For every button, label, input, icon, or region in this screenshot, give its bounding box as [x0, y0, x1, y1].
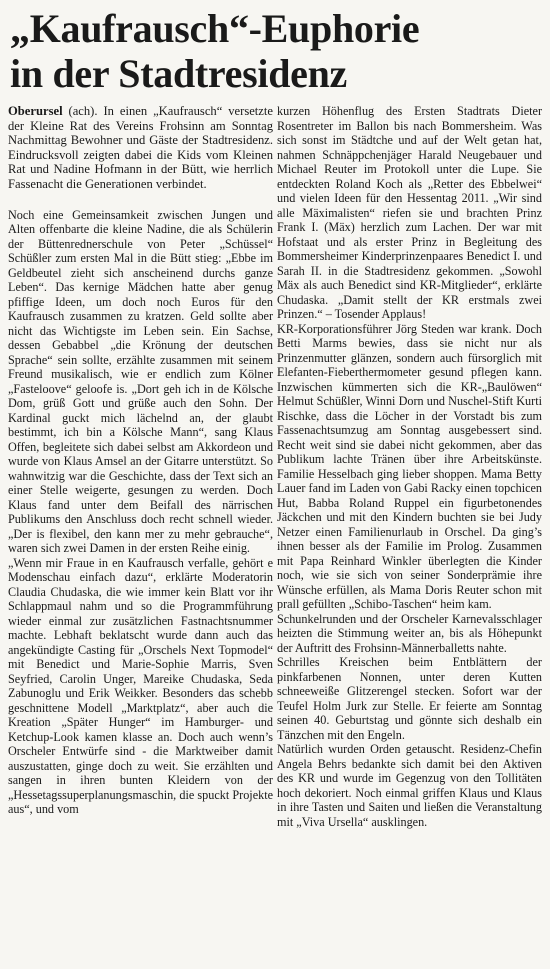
paragraph: Natürlich wurden Orden getauscht. Residenz-Chefin Angela Behrs bedankte sich damit bei den Aktiven des KR und wurde im Gegenzug von den Tollitäten hoch dekoriert. Noch einmal griffen Klaus und Klaus in ihre Tasten und Saiten und ließen die Veranstaltung mit „Viva Ursella“ ausklingen. [277, 742, 542, 829]
paragraph: „Wenn mir Fraue in en Kaufrausch verfalle, gehört e Modenschau einfach dazu“, erklärte Moderatorin Claudia Chudaska, die wie immer kein Blatt vor ihr Schlappmaul nahm und so die Programmführung wieder einmal zur zusätzlichen Fastnachtsnummer machte. Lebhaft beklatscht wurde dann auch das angekündigte Casting für „Orschels Next Topmodel“ mit Benedict und Marie-Sophie Marris, Sven Seyfried, Carolin Unger, Mareike Chudaska, Seda Zabunoglu und Erik Weikker. Besonders das schebb geschnittene Modell „Marktplatz“, aber auch die Kreation „Später Hunger“ im Hamburger- und Ketchup-Look kamen klasse an. Doch auch wenn’s Orscheler Entwürfe sind - die Marktweiber damit auszustatten, ginge doch zu weit. Sie erzählten und sangen in ihren bunten Kleidern von der „Hessetagssuperplanungsmaschin, die spuckt Projekte aus“, und vom [8, 555, 273, 817]
intro-text: (ach). In einen „Kaufrausch“ versetzte der Kleine Rat des Vereins Frohsinn am Sonntag Nachmittag Bewohner und Gäste der Stadtresidenz. Eindrucksvoll zeigten dabei die Kids vom Kleinen Rat und Nadine Hofmann in der Bütt, wie herrlich Fassenacht die Generationen verbindet. [8, 104, 273, 191]
headline [10, 6, 540, 96]
paragraph: Schunkelrunden und der Orscheler Karnevalsschlager heizten die Stimmung weiter an, bis als Höhepunkt der Auftritt des Frohsinn-Männerballetts nahte. [277, 611, 542, 655]
headline-line-2: in der Stadtresidenz [10, 51, 347, 96]
column-left [8, 104, 273, 966]
article-body [8, 104, 542, 966]
dateline: Oberursel [8, 104, 63, 118]
paragraph: KR-Korporationsführer Jörg Steden war krank. Doch Betti Marms bewies, dass sie nicht nur als Prinzenmutter glänzen, sondern auch fürsorglich mit Elefanten-Fieberthermometer gesund pflegen kann. Inzwischen kümmerten sich die KR-„Baulöwen“ Helmut Schüßler, Winni Dorn und Nuschel-Stift Kurti Rischke, dass die Löcher in der Vorstadt bis zum Fassenachtsumzug am Sonntag ausgebessert sind. Recht weit sind sie dabei nicht gekommen, aber das Publikum lachte Tränen über ihre Arbeitskünste. Familie Hesselbach ging lieber shoppen. Mama Betty Lauer fand im Laden von Gabi Racky einen topchicen Hut, Babba Roland Ruppel ein figurbetonendes Jäckchen und mit den Kindern buchten sie bei Judy Netzer einen Familienurlaub in Orschel. Da ging’s ihnen besser als der Familie im Prolog. Zusammen mit Papa Reinhard Winkler überlegten die Kinder noch, wie sie sich von seiner Sonderprämie ihre Wünsche erfüllen, als Mama Doris Reuter schon mit prall gefüllten „Schibo-Taschen“ heim kam. [277, 321, 542, 611]
paragraph: kurzen Höhenflug des Ersten Stadtrats Dieter Rosentreter im Ballon bis nach Bommersheim. Was sich sonst im Städtche und auf der Welt getan hat, nahmen Schnäppchenjäger Harald Neugebauer und Michael Reuter im Protokoll unter die Lupe. Sie entdeckten Roland Koch als „Retter des Ebbelwei“ und vielen Ideen für den Hessentag 2011. „Wir sind alle Mäximalisten“ riefen sie und brachten Prinz Frank I. (Mäx) herzlich zum Lachen. Der war mit Hofstaat und als erster Prinz in Begleitung des Bommersheimer Kinderprinzenpaares Benedict I. und Sarah II. in die Stadtresidenz gekommen. „Sowohl Mäx als auch Benedict sind KR-Mitglieder“, erklärte Chudaska. „Damit stellt der KR erstmals zwei Prinzen.“ – Tosender Applaus! [277, 104, 542, 321]
column-right [277, 104, 542, 966]
paragraph: Noch eine Gemeinsamkeit zwischen Jungen und Alten offenbarte die kleine Nadine, die als Schülerin der Büttenrednerschule von Peter „Schüssel“ Schüßler zum ersten Mal in die Bütt stieg: „Ebbe im Geldbeutel zieht sich anscheinend durchs ganze Leben“. Das kernige Mädchen hatte aber genug pfiffige Ideen, um doch noch Euros für den Kaufrausch zusammen zu kratzen. Geld sollte aber nicht das Wichtigste im Leben sein. Ein Sachse, dessen Gebabbel „die Krönung der deutschen Sprache“ sein sollte, erzählte zusammen mit seinem Freund musikalisch, wie er endlich zum Kölner „Fasteloove“ geloofe is. „Dort geh ich in de Kölsche Dom, grüß Gott und grüße auch den Sohn. Der Kardinal guckt mich lächelnd an, der glaubt bestimmt, ich bin a Kölsche Mann“, sang Klaus Offen, begleitete sich dabei selbst am Akkordeon und wurde von Klaus Amsel an der Gitarre unterstützt. So wahnwitzig war die Geschichte, dass der Text sich an einer Stelle weigerte, gesungen zu werden. Doch Klaus fand unter dem Beifall des närrischen Publikums den Anschluss doch recht schnell wieder. „Der is flexibel, den kann mer zu mehr gebrauche“, waren sich zwei Damen in der ersten Reihe einig. [8, 207, 273, 556]
paragraph: Schrilles Kreischen beim Entblättern der pinkfarbenen Nonnen, unter deren Kutten schneeweiße Glitzerengel stecken. Sofort war der Teufel Holm Jurk zur Stelle. Er feierte am Sonntag seinen 40. Geburtstag und gönnte sich deshalb ein Tänzchen mit den Engeln. [277, 655, 542, 742]
headline-line-1: „Kaufrausch“-Euphorie [10, 6, 420, 51]
intro-paragraph [8, 104, 273, 192]
